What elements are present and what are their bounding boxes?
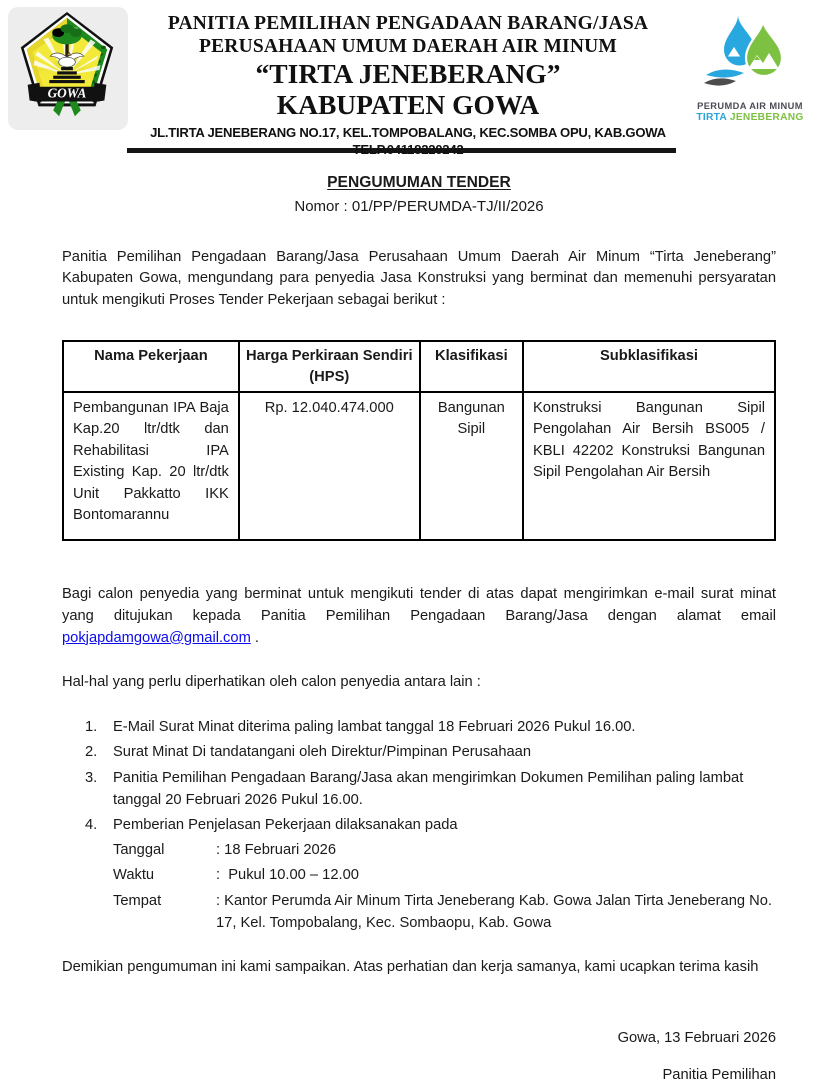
letterhead-text [128,7,688,158]
water-drop-logo-icon [698,13,802,99]
header-hps: Harga Perkiraan Sendiri (HPS) [239,341,420,392]
table-row [63,392,775,540]
document-number: Nomor : 01/PP/PERUMDA-TJ/II/2026 [294,197,544,215]
list-item-text: Panitia Pemilihan Pengadaan Barang/Jasa akan mengirimkan Dokumen Pemilihan paling lambat tanggal 20 Februari 2026 Pukul 16.00. [113,769,744,808]
list-item-number: 4. [85,816,98,833]
detail-label-tempat: Tempat [113,892,162,909]
document-body [0,172,816,1087]
meeting-detail-row [113,891,776,935]
requirements-list [62,717,776,934]
signature-place-date: Gowa, 13 Februari 2026 [617,1030,776,1047]
list-item-number: 1. [85,719,98,736]
meeting-detail-row [113,865,776,887]
letterhead-region: KABUPATEN GOWA [276,89,540,120]
email-instruction-paragraph [62,584,776,649]
perumda-tirta-jeneberang-logo [688,7,812,124]
intro-paragraph: Panitia Pemilihan Pengadaan Barang/Jasa Perusahaan Umum Daerah Air Minum “Tirta Jeneberang” Kabupaten Gowa, mengundang para penyedia Jasa Konstruksi yang berminat dan memenuhi persyaratan untuk mengikuti Proses Tender Pekerjaan sebagai berikut : [62,248,776,309]
gowa-emblem-reflection [8,46,128,80]
list-item [62,815,776,837]
tender-table [62,340,776,541]
gowa-regency-emblem-logo [8,7,128,101]
letterhead [0,0,816,157]
attention-intro: Hal-hal yang perlu diperhatikan oleh calon penyedia antara lain : [62,674,481,691]
list-item-text: Surat Minat Di tandatangani oleh Direktur/Pimpinan Perusahaan [113,744,532,761]
letterhead-line2: PERUSAHAAN UMUM DAERAH AIR MINUM [198,36,618,57]
cell-klasifikasi: Bangunan Sipil [420,392,523,540]
letterhead-address: JL.TIRTA JENEBERANG NO.17, KEL.TOMPOBALANG, KEC.SOMBA OPU, KAB.GOWA TELP.04118220242 [150,125,666,157]
email-link[interactable]: pokjapdamgowa@gmail.com [62,629,251,646]
perumda-caption-tirta: TIRTA [696,112,727,123]
table-header-row [63,341,775,392]
meeting-detail-row [113,840,776,862]
header-nama-pekerjaan: Nama Pekerjaan [63,341,239,392]
letterhead-line1: PANITIA PEMILIHAN PENGADAAN BARANG/JASA [167,13,649,34]
cell-hps: Rp. 12.040.474.000 [239,392,420,540]
document-title: PENGUMUMAN TENDER [327,174,511,191]
list-item [62,742,776,764]
list-item-number: 3. [85,769,98,786]
cell-nama-pekerjaan: Pembangunan IPA Baja Kap.20 ltr/dtk dan Rehabilitasi IPA Existing Kap. 20 ltr/dtk Unit Pakkatto IKK Bontomarannu [63,392,239,540]
email-paragraph-before: Bagi calon penyedia yang berminat untuk mengikuti tender di atas dapat mengirimkan e-mail surat minat yang ditujukan kepada Panitia Pemilihan Pengadaan Barang/Jasa dengan alamat email [62,585,776,624]
list-item [62,717,776,739]
perumda-caption-line2 [688,112,812,124]
detail-label-tanggal: Tanggal [113,842,165,859]
closing-paragraph: Demikian pengumuman ini kami sampaikan. Atas perhatian dan kerja samanya, kami ucapkan terima kasih [62,959,759,976]
detail-label-waktu: Waktu [113,867,155,884]
perumda-caption-line1: PERUMDA AIR MINUM [697,101,803,111]
cell-subklasifikasi: Konstruksi Bangunan Sipil Pengolahan Air Bersih BS005 / KBLI 42202 Konstruksi Bangunan Sipil Pengolahan Air Bersih [523,392,775,540]
perumda-caption-jeneberang: JENEBERANG [729,112,804,123]
detail-value-waktu: : Pukul 10.00 – 12.00 [216,867,359,884]
list-item-text: Pemberian Penjelasan Pekerjaan dilaksanakan pada [113,816,458,833]
list-item-number: 2. [85,744,98,761]
gowa-banner-text: GOWA [47,85,87,101]
header-klasifikasi: Klasifikasi [420,341,523,392]
list-item [62,768,776,812]
detail-value-tanggal: : 18 Februari 2026 [216,842,337,859]
email-paragraph-after: . [250,629,259,646]
detail-value-tempat: : Kantor Perumda Air Minum Tirta Jeneberang Kab. Gowa Jalan Tirta Jeneberang No. 17, Kel. Tompobalang, Kec. Sombaopu, Kab. Gowa [216,892,777,931]
letterhead-company-name: “TIRTA JENEBERANG” [255,58,561,89]
list-item-text: E-Mail Surat Minat diterima paling lambat tanggal 18 Februari 2026 Pukul 16.00. [113,719,636,736]
header-subklasifikasi: Subklasifikasi [523,341,775,392]
signature-committee: Panitia Pemilihan [662,1066,776,1083]
